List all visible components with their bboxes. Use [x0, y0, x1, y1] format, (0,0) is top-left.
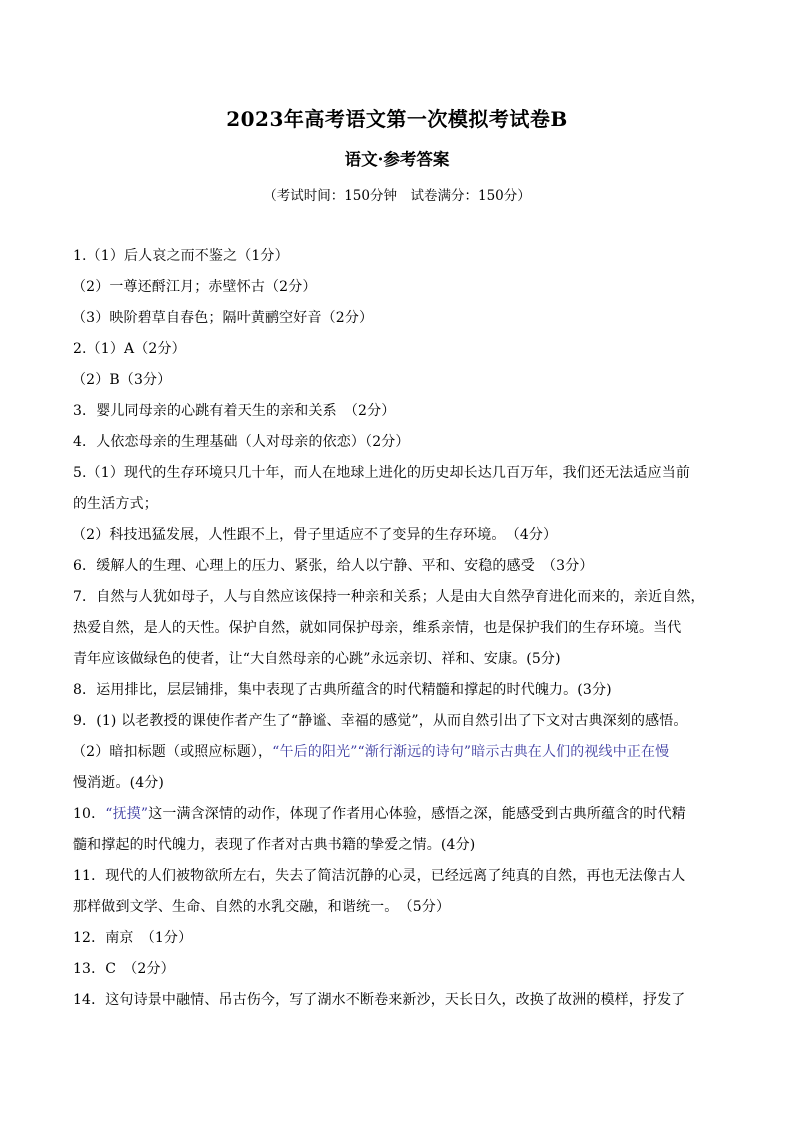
answer-line: 热爱自然，是人的天性。保护自然，就如同保护母亲，维系亲情，也是保护我们的生存环境。当代	[73, 620, 682, 636]
answer-line: 慢消逝。(4分)	[73, 775, 165, 791]
answer-line: 8．运用排比，层层铺排，集中表现了古典所蕴含的时代精髓和撑起的时代魄力。(3分)	[73, 682, 612, 698]
answer-line: 髓和撑起的时代魄力，表现了作者对古典书籍的挚爱之情。(4分)	[73, 837, 476, 853]
answer-line: （3）映阶碧草自春色；隔叶黄鹂空好音（2分）	[72, 310, 374, 326]
answer-text: （2）暗扣标题（或照应标题），	[72, 744, 273, 760]
answer-line: 13．C （2分）	[73, 961, 175, 977]
answer-line: 9．(1) 以老教授的课使作者产生了“静谧、幸福的感觉”，从而自然引出了下文对古典深刻的感悟。	[73, 713, 688, 729]
answer-list	[73, 244, 713, 1019]
answer-line: （2）科技迅猛发展，人性跟不上，骨子里适应不了变异的生存环境。 （4分）	[72, 527, 558, 543]
answer-line: 6．缓解人的生理、心理上的压力、紧张，给人以宁静、平和、安稳的感受 （3分）	[73, 558, 594, 574]
answer-line	[73, 802, 713, 833]
answer-number: 10．	[73, 806, 106, 822]
answer-line	[72, 740, 713, 771]
page-subtitle: 语文·参考答案	[344, 150, 450, 169]
answer-line: 那样做到文学、生命、自然的水乳交融，和谐统一。 （5分）	[73, 899, 451, 915]
answer-line: 12．南京 （1分）	[73, 930, 193, 946]
answer-line: （2）B（3分）	[72, 372, 172, 388]
answer-line: 11．现代的人们被物欲所左右，失去了简洁沉静的心灵，已经远离了纯真的自然，再也无法像古人	[73, 868, 686, 884]
answer-line: 4．人依恋母亲的生理基础（人对母亲的依恋）（2分）	[73, 434, 410, 450]
answer-line: 5.（1）现代的生存环境只几十年，而人在地球上进化的历史却长达几百万年，我们还无法适应当前	[73, 465, 691, 481]
exam-info: （考试时间：150分钟 试卷满分：150分）	[263, 188, 531, 204]
answer-line: （2）一尊还酹江月；赤壁怀古（2分）	[72, 279, 317, 295]
answer-line: 2.（1）A（2分）	[73, 341, 186, 357]
answer-text: 这一满含深情的动作，体现了作者用心体验，感悟之深，能感受到古典所蕴含的时代精	[148, 806, 686, 822]
highlighted-text: “抚摸”	[105, 806, 149, 822]
answer-line: 7．自然与人犹如母子，人与自然应该保持一种亲和关系；人是由大自然孕育进化而来的，亲近自然，	[73, 589, 705, 605]
answer-line: 青年应该做绿色的使者，让“大自然母亲的心跳”永远亲切、祥和、安康。(5分)	[73, 651, 561, 667]
highlighted-text: “午后的阳光”“渐行渐远的诗句”暗示古典在人们的视线中正在慢	[272, 744, 670, 760]
answer-line: 1.（1）后人哀之而不鉴之（1分）	[73, 248, 289, 264]
answer-line: 14．这句诗景中融情、吊古伤今，写了湖水不断卷来新沙，天长日久，改换了故洲的模样，抒发了	[73, 992, 686, 1008]
answer-line: 的生活方式；	[73, 496, 158, 512]
answer-line: 3．婴儿同母亲的心跳有着天生的亲和关系 （2分）	[73, 403, 396, 419]
page-title: 2023年高考语文第一次模拟考试卷B	[226, 107, 568, 131]
